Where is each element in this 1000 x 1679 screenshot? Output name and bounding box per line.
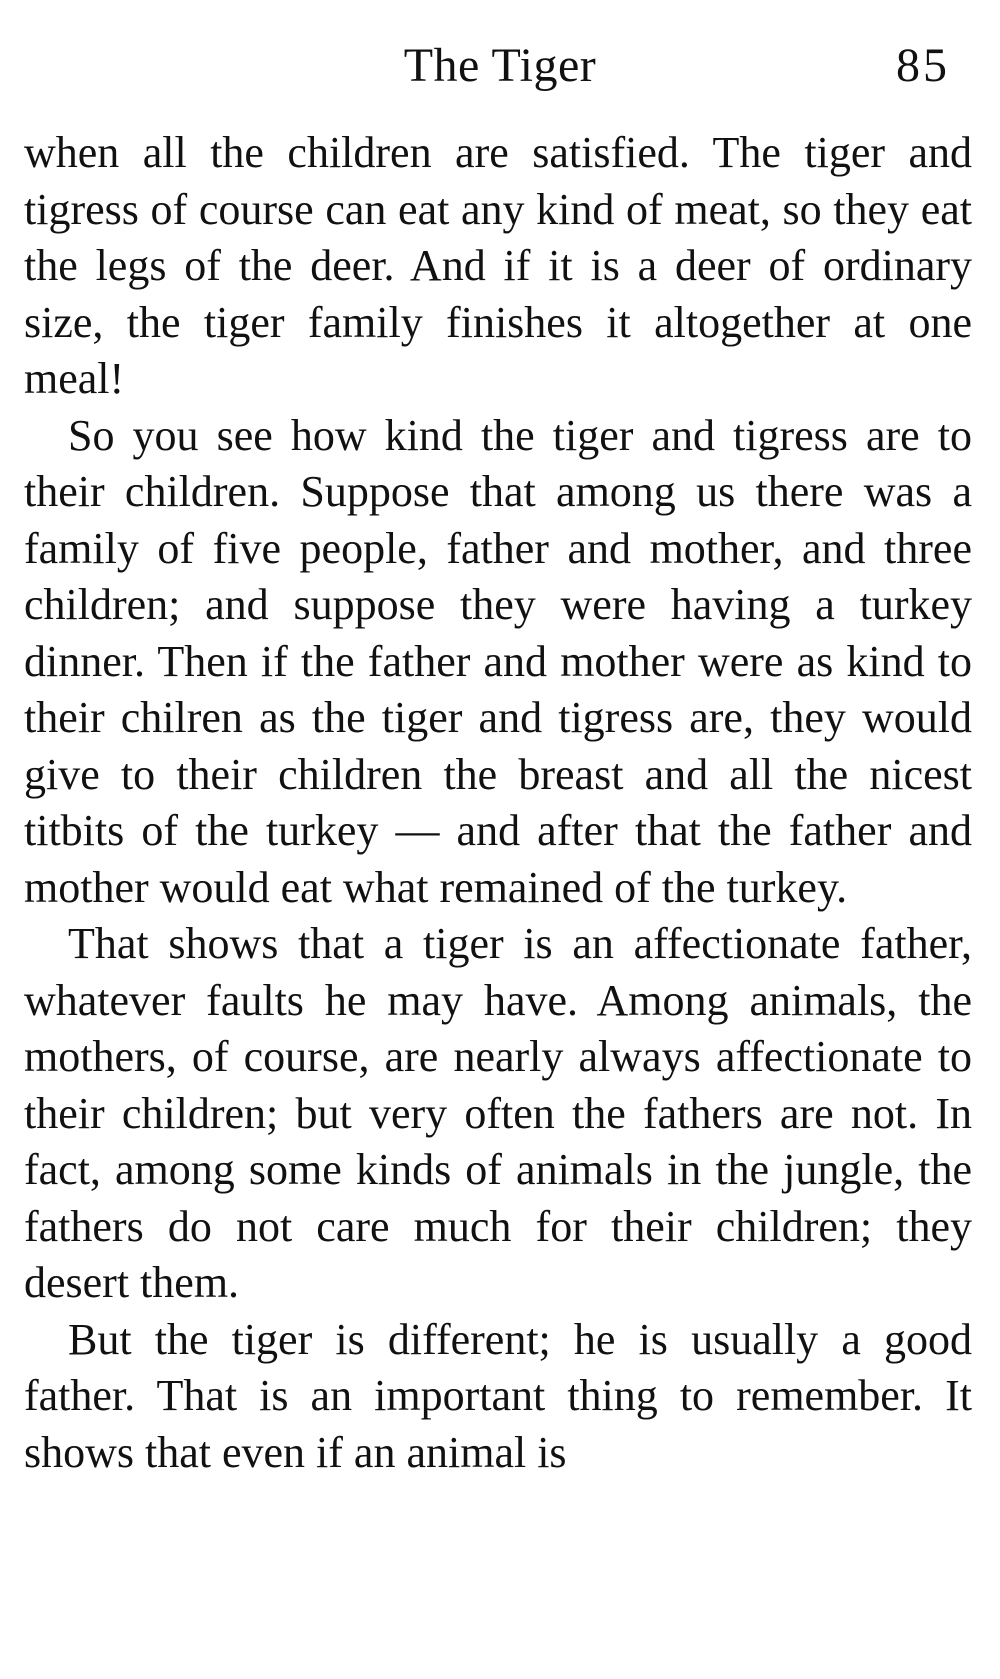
body-text	[24, 125, 972, 1481]
running-title: The Tiger	[403, 39, 597, 92]
paragraph-continued: when all the children are satisfied. The tiger and tigress of course can eat any kind of meat, so they eat the legs of the deer. And if it is a deer of ordinary size, the tiger family finishes it altogether at one meal!	[24, 128, 972, 403]
paragraph: But the tiger is different; he is usually a good father. That is an important thing to remember. It shows that even if an animal is	[24, 1314, 972, 1477]
paragraph: So you see how kind the tiger and tigress are to their children. Suppose that among us there was a family of five people, father and mother, and three children; and suppose they were having a turkey dinner. Then if the father and mother were as kind to their chilren as the tiger and tigress are, they would give to their children the breast and all the nicest titbits of the turkey — and after that the father and mother would eat what remained of the turkey.	[24, 410, 972, 912]
page-number: 85	[896, 39, 950, 92]
running-head	[0, 36, 1000, 96]
paragraph: That shows that a tiger is an affectionate father, whatever faults he may have. Among animals, the mothers, of course, are nearly always affectionate to their children; but very often the fathers are not. In fact, among some kinds of animals in the jungle, the fathers do not care much for their children; they desert them.	[24, 919, 972, 1307]
